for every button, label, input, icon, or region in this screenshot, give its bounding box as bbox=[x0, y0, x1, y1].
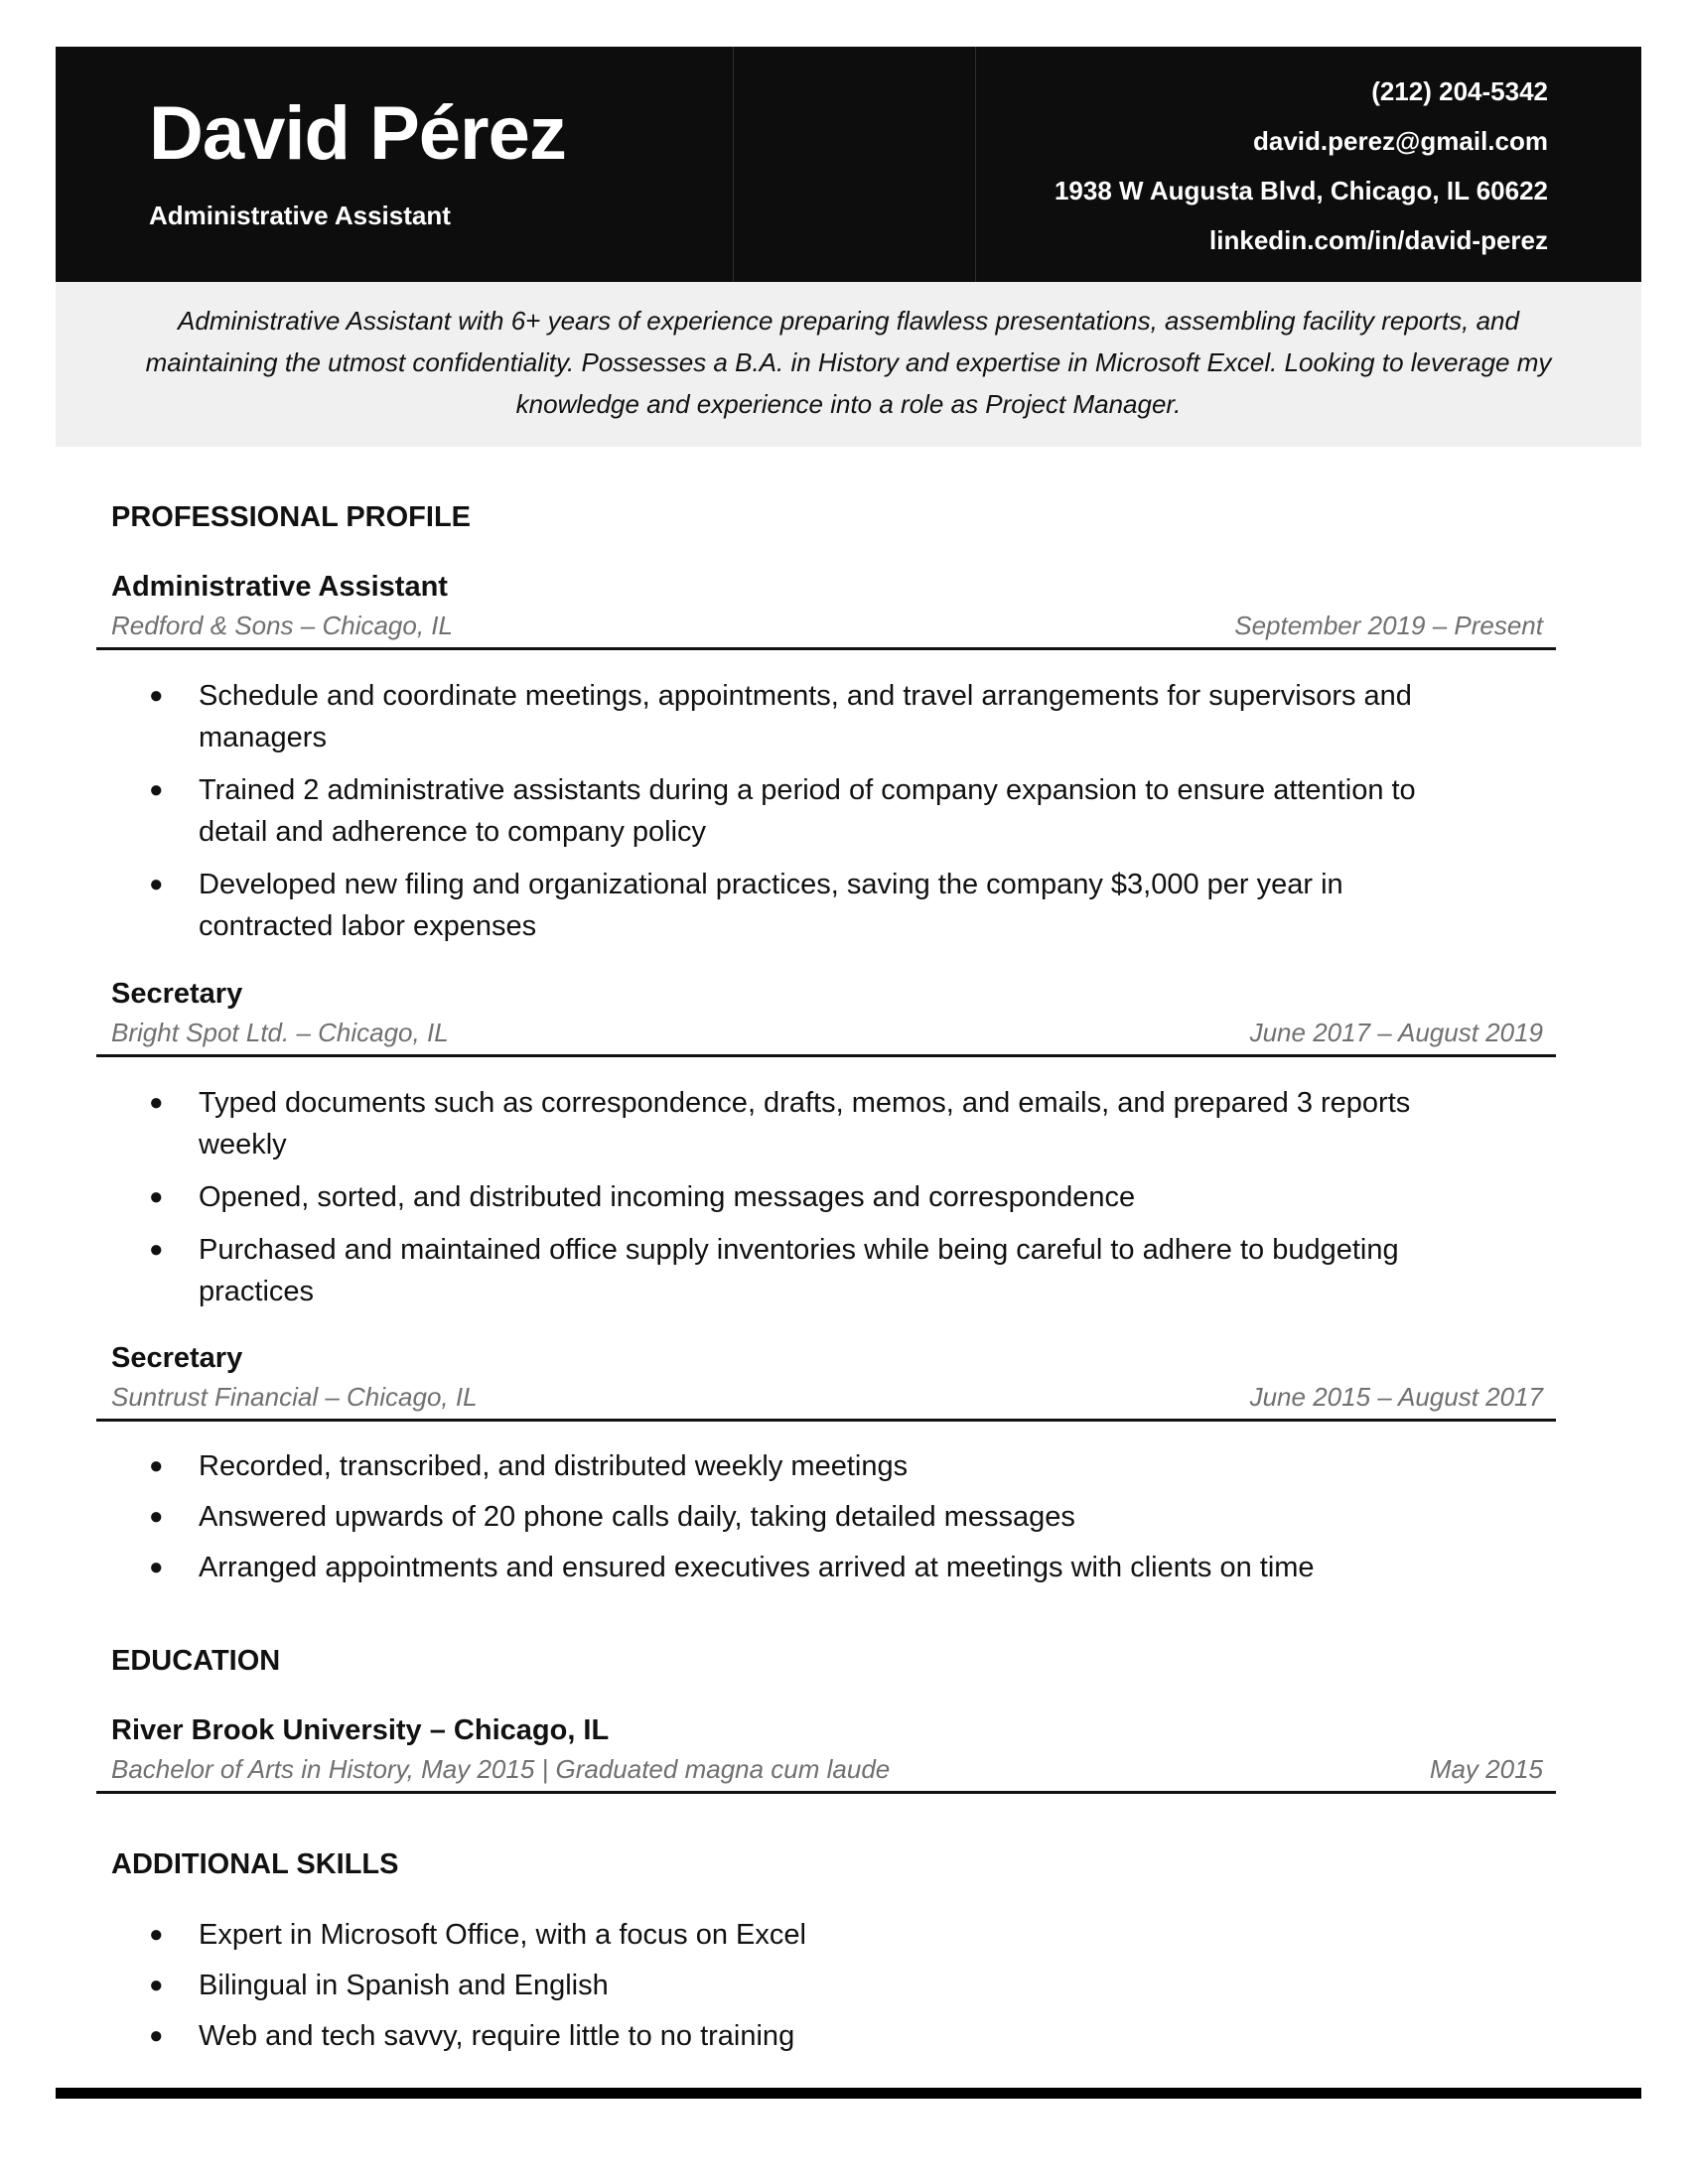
job-meta bbox=[111, 611, 1543, 641]
bullet-item: ● Typed documents such as correspondence, drafts, memos, and emails, and prepared 3 reports weekly bbox=[0, 1082, 1450, 1165]
job-meta bbox=[111, 1018, 1543, 1048]
skill-item: ● Web and tech savvy, require little to no training bbox=[0, 2015, 1450, 2057]
section-heading-profile: PROFESSIONAL PROFILE bbox=[111, 501, 472, 533]
divider-line bbox=[96, 647, 1556, 650]
bullet-item: ● Recorded, transcribed, and distributed weekly meetings bbox=[0, 1445, 1450, 1487]
degree-text: Bachelor of Arts in History, May 2015 | Graduated magna cum laude bbox=[111, 1754, 891, 1784]
candidate-name: David Pérez bbox=[149, 91, 566, 176]
education-date: May 2015 bbox=[1429, 1754, 1543, 1784]
job-dates: June 2015 – August 2017 bbox=[1249, 1382, 1543, 1412]
summary-box bbox=[56, 282, 1641, 447]
divider-line bbox=[96, 1054, 1556, 1057]
skill-item: ● Bilingual in Spanish and English bbox=[0, 1965, 1450, 2006]
contact-block bbox=[1055, 67, 1548, 265]
job-company: Redford & Sons – Chicago, IL bbox=[111, 611, 453, 640]
street-address: 1938 W Augusta Blvd, Chicago, IL 60622 bbox=[1054, 176, 1548, 205]
job-meta bbox=[111, 1382, 1543, 1413]
email-address: david.perez@gmail.com bbox=[1253, 126, 1548, 156]
section-heading-education: EDUCATION bbox=[111, 1645, 281, 1677]
divider-line bbox=[96, 1419, 1556, 1422]
skill-item: ● Expert in Microsoft Office, with a focus on Excel bbox=[0, 1914, 1450, 1956]
skills-list bbox=[0, 1914, 1450, 2066]
job-company: Suntrust Financial – Chicago, IL bbox=[111, 1382, 478, 1412]
bullet-item: ● Schedule and coordinate meetings, appointments, and travel arrangements for supervisors and managers bbox=[0, 675, 1450, 758]
job-dates: June 2017 – August 2019 bbox=[1249, 1018, 1543, 1047]
header-divider bbox=[975, 47, 976, 282]
phone-number: (212) 204-5342 bbox=[1371, 76, 1548, 106]
job-title: Administrative Assistant bbox=[111, 571, 448, 603]
summary-text: Administrative Assistant with 6+ years of experience preparing flawless presentations, assembling facility reports, and maintaining the utmost confidentiality. Possesses a B.A. in History and expertise in Microsoft Excel. Looking to leverage my knowledge and experience into a role as Project Manager. bbox=[145, 306, 1552, 419]
job-title: Secretary bbox=[111, 1342, 243, 1374]
section-heading-skills: ADDITIONAL SKILLS bbox=[111, 1848, 399, 1880]
resume-header bbox=[56, 47, 1641, 282]
job-bullets bbox=[0, 675, 1450, 958]
school-name: River Brook University – Chicago, IL bbox=[111, 1714, 610, 1746]
linkedin-url: linkedin.com/in/david-perez bbox=[1209, 225, 1548, 255]
bullet-item: ● Opened, sorted, and distributed incoming messages and correspondence bbox=[0, 1176, 1450, 1218]
footer-bar bbox=[56, 2088, 1641, 2099]
bullet-item: ● Answered upwards of 20 phone calls daily, taking detailed messages bbox=[0, 1496, 1450, 1538]
job-company: Bright Spot Ltd. – Chicago, IL bbox=[111, 1018, 449, 1047]
job-dates: September 2019 – Present bbox=[1234, 611, 1543, 640]
candidate-title: Administrative Assistant bbox=[149, 201, 451, 230]
job-bullets bbox=[0, 1445, 1450, 1597]
education-meta bbox=[111, 1754, 1543, 1785]
bullet-item: ● Developed new filing and organizational practices, saving the company $3,000 per year in contracted labor expenses bbox=[0, 864, 1450, 947]
bullet-item: ● Purchased and maintained office supply inventories while being careful to adhere to budgeting practices bbox=[0, 1229, 1450, 1312]
bullet-item: ● Arranged appointments and ensured executives arrived at meetings with clients on time bbox=[0, 1547, 1450, 1588]
job-title: Secretary bbox=[111, 978, 243, 1010]
bullet-item: ● Trained 2 administrative assistants during a period of company expansion to ensure attention to detail and adherence to company policy bbox=[0, 769, 1450, 853]
divider-line bbox=[96, 1791, 1556, 1794]
header-divider bbox=[733, 47, 734, 282]
job-bullets bbox=[0, 1082, 1450, 1323]
